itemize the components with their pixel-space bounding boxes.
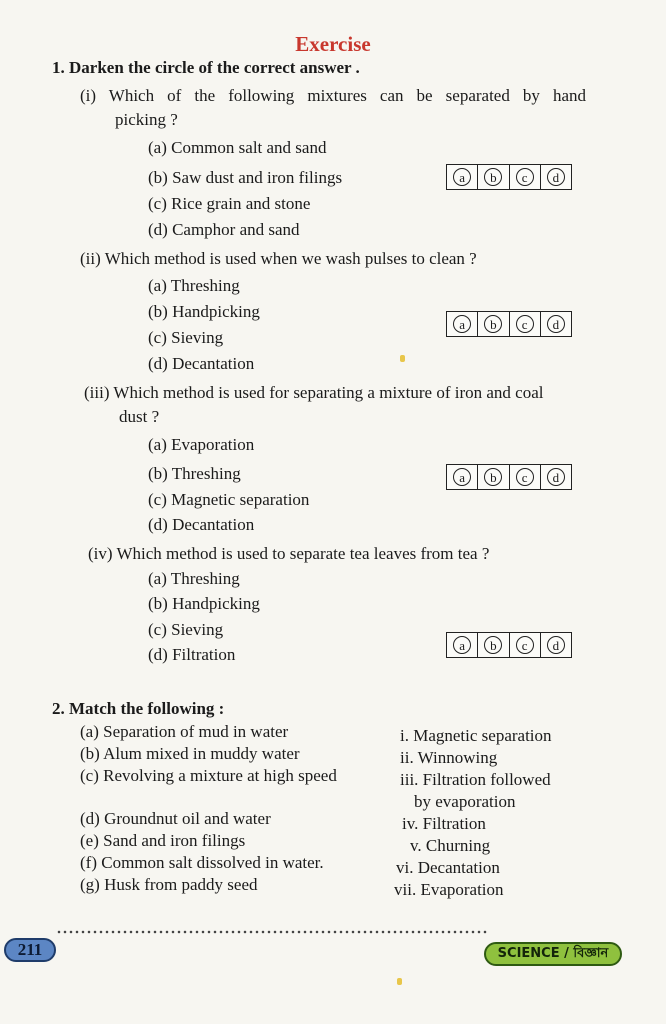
match-left-item: (b) Alum mixed in muddy water <box>80 744 300 763</box>
match-right-item-cont: by evaporation <box>414 792 516 811</box>
option-d[interactable]: (d) Decantation <box>148 515 255 534</box>
match-right-item: ii. Winnowing <box>400 748 498 767</box>
option-b[interactable]: (b) Handpicking <box>148 302 260 321</box>
match-right-item: vii. Evaporation <box>394 880 504 899</box>
option-d[interactable]: (d) Camphor and sand <box>148 220 300 239</box>
answer-circle-c[interactable]: c <box>516 636 534 654</box>
answer-circle-a[interactable]: a <box>453 168 471 186</box>
option-a[interactable]: (a) Threshing <box>148 569 240 588</box>
footer-dotted-line <box>56 930 488 934</box>
highlight-speck <box>400 355 405 362</box>
option-a[interactable]: (a) Common salt and sand <box>148 138 327 157</box>
answer-circles-1-i <box>446 164 572 190</box>
option-b[interactable]: (b) Threshing <box>148 464 241 483</box>
match-left-item: (a) Separation of mud in water <box>80 722 289 741</box>
question-2-heading: 2. Match the following : <box>52 699 225 718</box>
match-right-item: iv. Filtration <box>402 814 486 833</box>
match-left-item: (e) Sand and iron filings <box>80 831 246 850</box>
option-d[interactable]: (d) Filtration <box>148 645 236 664</box>
option-c[interactable]: (c) Magnetic separation <box>148 490 310 509</box>
match-right-item: i. Magnetic separation <box>400 726 552 745</box>
question-1-i-text-cont: picking ? <box>115 110 178 129</box>
question-1-heading: 1. Darken the circle of the correct answer . <box>52 58 360 77</box>
match-right-item: vi. Decantation <box>396 858 500 877</box>
answer-circle-c[interactable]: c <box>516 468 534 486</box>
option-c[interactable]: (c) Rice grain and stone <box>148 194 311 213</box>
answer-circle-b[interactable]: b <box>484 315 502 333</box>
answer-circle-d[interactable]: d <box>547 315 565 333</box>
page-number: 211 <box>4 938 56 962</box>
match-left-item: (g) Husk from paddy seed <box>80 875 258 894</box>
answer-circle-d[interactable]: d <box>547 468 565 486</box>
option-c[interactable]: (c) Sieving <box>148 620 224 639</box>
answer-circles-1-ii <box>446 311 572 337</box>
match-left-item: (f) Common salt dissolved in water. <box>80 853 324 872</box>
answer-circle-b[interactable]: b <box>484 636 502 654</box>
subject-badge: SCIENCE / বিজ্ঞান <box>484 942 622 966</box>
match-left-item: (c) Revolving a mixture at high speed <box>80 766 337 785</box>
answer-circle-b[interactable]: b <box>484 168 502 186</box>
page-title: Exercise <box>295 32 371 56</box>
answer-circle-a[interactable]: a <box>453 315 471 333</box>
option-d[interactable]: (d) Decantation <box>148 354 255 373</box>
match-left-item: (d) Groundnut oil and water <box>80 809 271 828</box>
option-a[interactable]: (a) Threshing <box>148 276 240 295</box>
question-1-iv-text: (iv) Which method is used to separate tea leaves from tea ? <box>88 544 490 563</box>
question-1-iii-text: (iii) Which method is used for separating a mixture of iron and coal <box>84 383 544 402</box>
option-b[interactable]: (b) Saw dust and iron filings <box>148 168 343 187</box>
highlight-speck <box>397 978 402 985</box>
option-c[interactable]: (c) Sieving <box>148 328 224 347</box>
question-1-ii-text: (ii) Which method is used when we wash pulses to clean ? <box>80 249 477 268</box>
option-a[interactable]: (a) Evaporation <box>148 435 255 454</box>
match-right-item: iii. Filtration followed <box>400 770 551 789</box>
answer-circle-c[interactable]: c <box>516 315 534 333</box>
question-1-iii-text-cont: dust ? <box>119 407 160 426</box>
answer-circle-b[interactable]: b <box>484 468 502 486</box>
answer-circle-d[interactable]: d <box>547 636 565 654</box>
option-b[interactable]: (b) Handpicking <box>148 594 260 613</box>
answer-circle-a[interactable]: a <box>453 636 471 654</box>
answer-circle-d[interactable]: d <box>547 168 565 186</box>
answer-circles-1-iv <box>446 632 572 658</box>
answer-circle-c[interactable]: c <box>516 168 534 186</box>
question-1-i-text: (i) Which of the following mixtures can be separated by hand <box>80 86 586 105</box>
answer-circles-1-iii <box>446 464 572 490</box>
answer-circle-a[interactable]: a <box>453 468 471 486</box>
match-right-item: v. Churning <box>410 836 491 855</box>
